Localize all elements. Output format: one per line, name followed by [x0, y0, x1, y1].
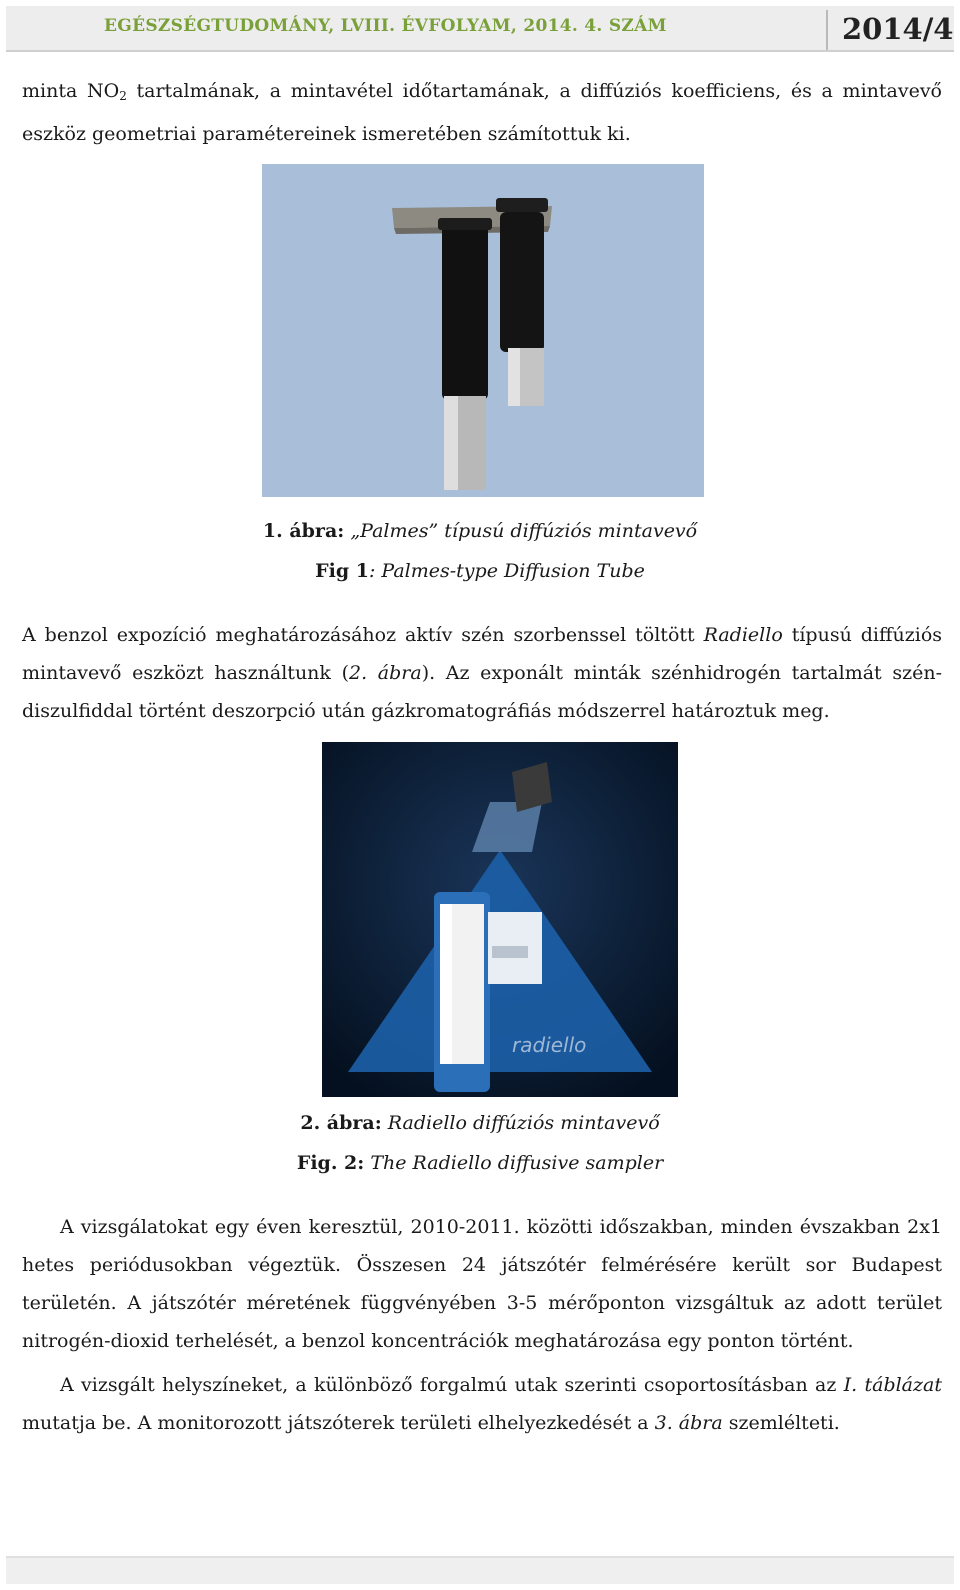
header-divider	[826, 10, 828, 50]
figure-2-caption-hu: 2. ábra: Radiello diffúziós mintavevő	[300, 1112, 660, 1134]
figure-1-caption-en: Fig 1: Palmes-type Diffusion Tube	[315, 560, 645, 582]
intro-paragraph: minta $NO_2$ tartalmának, a mintavétel időtartamának, a diffúziós koefficiens, és a mintavevő eszköz geometriai paramétereinek ismeretében számítottuk ki.	[22, 80, 942, 145]
palmes-tube-photo	[262, 164, 704, 497]
study-period-paragraph: A vizsgálatokat egy éven keresztül, 2010-2011. közötti időszakban, minden évszakban 2x1 hetes periódusokban végeztük. Összesen 24 játszótér felmérésére került sor Budapest területén. A játszótér méretének függvényében 3-5 mérőponton vizsgáltuk az adott terület nitrogén-dioxid terhelését, a benzol koncentrációk meghatározása egy ponton történt.	[22, 1216, 942, 1352]
radiello-sampler-photo	[322, 742, 678, 1097]
page-footer	[6, 1556, 954, 1584]
journal-title: EGÉSZSÉGTUDOMÁNY, LVIII. ÉVFOLYAM, 2014. 4. SZÁM	[104, 16, 667, 36]
radiello-logo-text: radiello	[512, 1033, 587, 1057]
figure-1-caption-hu: 1. ábra: „Palmes” típusú diffúziós mintavevő	[262, 520, 698, 542]
figure-1-image	[262, 164, 704, 497]
issue-number: 2014/4	[842, 12, 954, 46]
figure-2-caption-en: Fig. 2: The Radiello diffusive sampler	[296, 1152, 664, 1174]
figure-2-image	[322, 742, 678, 1097]
locations-paragraph: A vizsgált helyszíneket, a különböző forgalmú utak szerinti csoportosításban az I. táblázat mutatja be. A monitorozott játszóterek területi elhelyezkedését a 3. ábra szemlélteti.	[22, 1374, 942, 1434]
page-header	[6, 6, 954, 52]
benzene-method-paragraph: A benzol expozíció meghatározásához aktív szén szorbenssel töltött Radiello típusú diffúziós mintavevő eszközt használtunk (2. ábra). Az exponált minták szénhidrogén tartalmát szén-diszulfiddal történt deszorpció után gázkromatográfiás módszerrel határoztuk meg.	[22, 624, 943, 722]
